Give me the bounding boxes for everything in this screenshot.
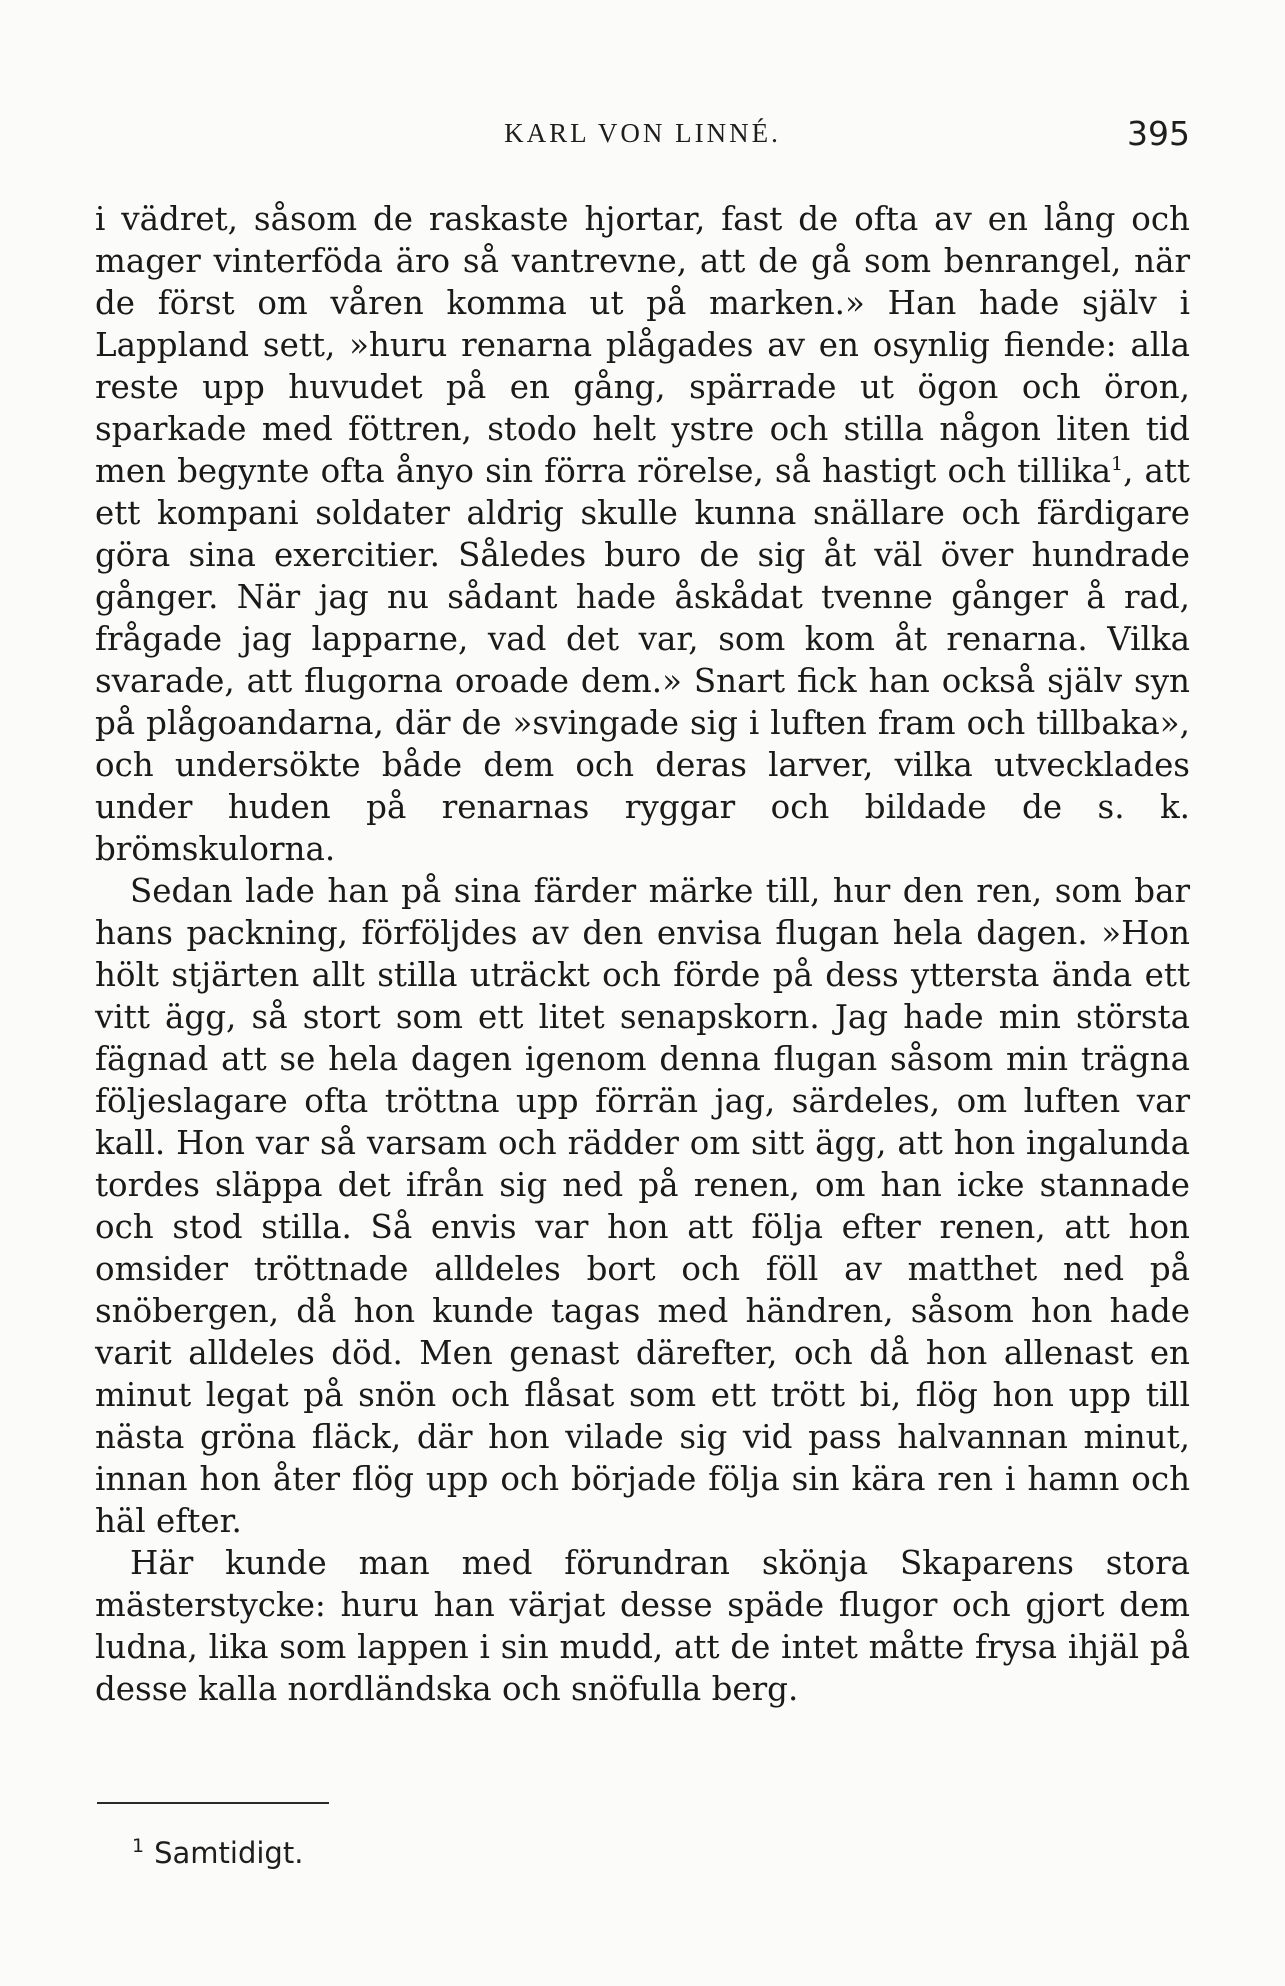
paragraph-3: Här kunde man med förundran skönja Skaparens stora mästerstycke: huru han värjat desse späde flugor och gjort dem ludna, lika som lappen i sin mudd, att de intet måtte frysa ihjäl på desse kalla nordländska och snöfulla berg. [95, 1544, 1190, 1708]
page-number: 395 [1127, 114, 1190, 153]
body-text [95, 198, 1190, 1710]
footnote-marker: 1 [132, 1835, 145, 1858]
running-title: KARL VON LINNÉ. [504, 118, 781, 148]
paragraph-1 [95, 198, 1190, 870]
footnote [132, 1836, 303, 1870]
footnote-reference: 1 [1110, 453, 1124, 476]
running-header [95, 114, 1190, 168]
footnote-divider [97, 1802, 329, 1804]
paragraph-1-text-a: i vädret, såsom de raskaste hjortar, fast de ofta av en lång och mager vinterföda äro så vantrevne, att de gå som benrangel, när de först om våren komma ut på marken.» Han hade själv i Lappland sett, »huru renarna plågades av en osynlig fiende: alla reste upp huvudet på en gång, spärrade ut ögon och öron, sparkade med föttren, stodo helt ystre och stilla någon liten tid men begynte ofta ånyo sin förra rörelse, så hastigt och tillika [95, 200, 1190, 490]
paragraph-2: Sedan lade han på sina färder märke till, hur den ren, som bar hans packning, förföljdes av den envisa flugan hela dagen. »Hon hölt stjärten allt stilla uträckt och förde på dess yttersta ända ett vitt ägg, så stort som ett litet senapskorn. Jag hade min största fägnad att se hela dagen igenom denna flugan såsom min trägna följeslagare ofta tröttna upp förrän jag, särdeles, om luften var kall. Hon var så varsam och rädder om sitt ägg, att hon ingalunda tordes släppa det ifrån sig ned på renen, om han icke stannade och stod stilla. Så envis var hon att följa efter renen, att hon omsider tröttnade alldeles bort och föll av matthet ned på snöbergen, då hon kunde tagas med händren, såsom hon hade varit alldeles död. Men genast därefter, och då hon allenast en minut legat på snön och flåsat som ett trött bi, flög hon upp till nästa gröna fläck, där hon vilade sig vid pass halvannan minut, innan hon åter flög upp och började följa sin kära ren i hamn och häl efter. [95, 872, 1190, 1540]
footnote-text: Samtidigt. [154, 1836, 304, 1870]
paragraph-1-text-b: , att ett kompani soldater aldrig skulle kunna snällare och färdigare göra sina exercitier. Således buro de sig åt väl över hundrade gånger. När jag nu sådant hade åskådat tvenne gånger å rad, frågade jag lapparne, vad det var, som kom åt renarna. Vilka svarade, att flugorna oroade dem.» Snart fick han också själv syn på plågoandarna, där de »svingade sig i luften fram och tillbaka», och undersökte både dem och deras larver, vilka utvecklades under huden på renarnas ryggar och bildade de s. k. brömskulorna. [95, 452, 1190, 868]
